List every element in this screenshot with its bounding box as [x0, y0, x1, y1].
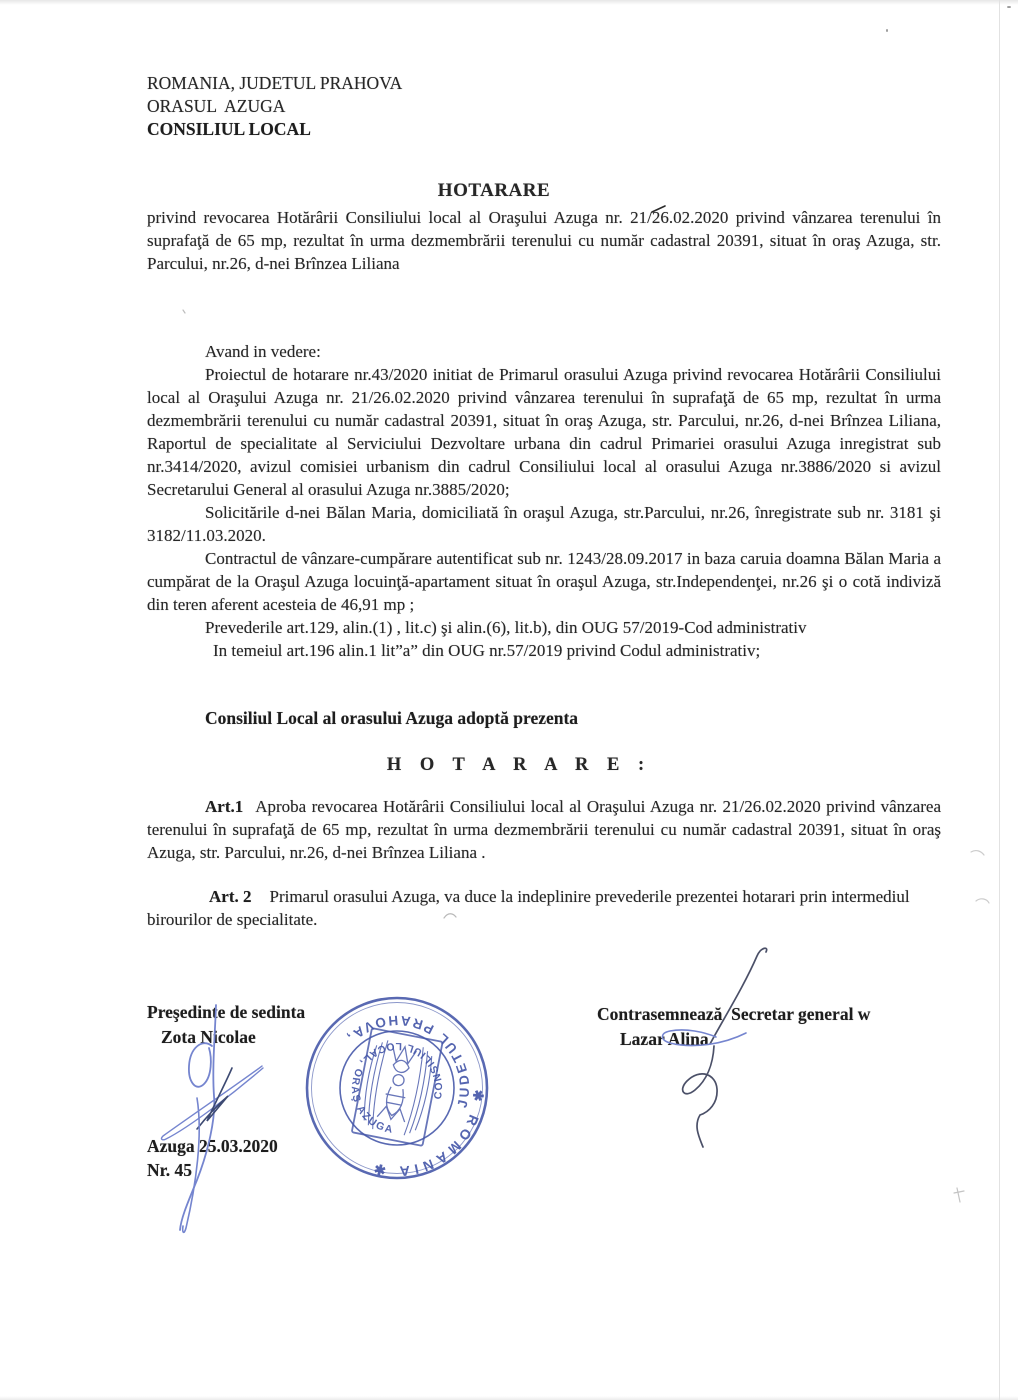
- decision-heading: H O T A R A R E :: [386, 755, 652, 775]
- preamble: [147, 340, 941, 662]
- scan-artifact: [0, 1396, 1018, 1400]
- article-1-text: Aproba revocarea Hotărârii Consiliului local al Oraşului Azuga nr. 21/26.02.2020 privind vânzarea terenului în suprafaţă de 65 mp, rezultat în urma dezmembrării terenului cu număr cadastral 20391, situat în oraş Azuga, str. Parcului, nr.26, d-nei Brînzea Liliana .: [147, 797, 941, 862]
- article-1: [147, 795, 941, 864]
- secretary-name: Lazar Alina: [620, 1029, 709, 1049]
- decree-heading: HOTARARE: [437, 180, 551, 201]
- letterhead-council: CONSILIUL LOCAL: [147, 119, 311, 139]
- scan-artifact: [0, 0, 1018, 5]
- footer-block: [147, 1134, 278, 1182]
- president-title: Preşedinte de sedinta: [147, 1002, 306, 1022]
- preamble-item: Prevederile art.129, alin.(1) , lit.c) şi alin.(6), lit.b), din OUG 57/2019-Cod administrativ: [205, 618, 807, 637]
- signature-block-secretary: [597, 1002, 870, 1052]
- official-round-stamp: [297, 988, 497, 1188]
- letterhead-town: ORASUL AZUGA: [147, 96, 286, 116]
- preamble-item: Proiectul de hotarare nr.43/2020 initiat de Primarul orasului Azuga privind revocarea Hotărârii Consiliului local al Oraşului Azuga nr. 21/26.02.2020 privind vânzarea terenului în suprafaţă de 65 mp, rezultat în urma dezmembrării terenului cu număr cadastral 20391, situat în oraş Azuga, str. Parcului, nr.26, d-nei Brînzea Liliana, Raportul de specialitate al Serviciului Dezvoltare urbana din cadrul Primariei orasului Azuga inregistrat sub nr.3414/2020, avizul comisiei urbanism din cadrul Consiliului local al orasului Azuga nr.3886/2020 si avizul Secretarului General al orasului Azuga nr.3885/2020;: [147, 365, 941, 499]
- scan-artifact: [886, 29, 888, 32]
- stamp-text-county: JUDETUL PRAHOVA,: [342, 1012, 473, 1110]
- svg-text:✱ ROMANIA ✱: [368, 1089, 487, 1180]
- preamble-item: In temeiul art.196 alin.1 lit”a” din OUG nr.57/2019 privind Codul administrativ;: [213, 641, 761, 660]
- letterhead: [147, 72, 402, 141]
- stamp-coat-of-arms: [352, 1028, 443, 1146]
- preamble-intro: Avand in vedere:: [205, 342, 321, 361]
- decree-subtitle: privind revocarea Hotărârii Consiliului local al Oraşului Azuga nr. 21/26.02.2020 privind vânzarea terenului în suprafaţă de 65 mp, rezultat în urma dezmembrării terenului cu număr cadastral 20391, situat în oraş Azuga, str. Parcului, nr.26, d-nei Brînzea Liliana: [147, 208, 941, 273]
- president-name: Zota Nicolae: [161, 1027, 256, 1047]
- signature-block-president: [147, 1000, 305, 1050]
- article-2-label: Art. 2: [209, 887, 252, 906]
- title-block: [147, 180, 941, 275]
- letterhead-country: ROMANIA, JUDETUL PRAHOVA: [147, 73, 403, 93]
- scan-artifact: [1007, 6, 1011, 8]
- place-and-date: Azuga 25.03.2020: [147, 1136, 278, 1156]
- decree-number: Nr. 45: [147, 1160, 193, 1180]
- svg-text:JUDETUL PRAHOVA,: [342, 1013, 472, 1109]
- svg-text:CONSILIUL LOCAL, ORAŞ AZUGA: [349, 1040, 445, 1136]
- stamp-text-country: ✱ ROMANIA ✱: [367, 1088, 487, 1180]
- article-1-label: Art.1: [205, 797, 244, 816]
- scan-artifact: [999, 0, 1000, 1400]
- secretary-title: Contrasemnează Secretar general w: [597, 1004, 871, 1024]
- adoption-clause: Consiliul Local al orasului Azuga adoptă prezenta: [205, 708, 579, 728]
- article-2-text: Primarul orasului Azuga, va duce la indeplinire prevederile prezentei hotarari prin intermediul birourilor de specialitate.: [147, 887, 910, 929]
- stamp-text-council: CONSILIUL LOCAL, ORAŞ AZUGA: [348, 1039, 446, 1137]
- preamble-item: Solicitările d-nei Bălan Maria, domiciliată în oraşul Azuga, str.Parcului, nr.26, înregistrate sub nr. 3181 şi 3182/11.03.2020.: [147, 503, 941, 545]
- preamble-item: Contractul de vânzare-cumpărare autentificat sub nr. 1243/28.09.2017 in baza caruia doamna Bălan Maria a cumpărat de la Oraşul Azuga locuinţă-apartament situat în oraşul Azuga, str.Independenţei, nr.26 şi o cotă indiviză din teren aferent acesteia de 46,91 mp ;: [147, 549, 941, 614]
- article-2: [147, 885, 941, 931]
